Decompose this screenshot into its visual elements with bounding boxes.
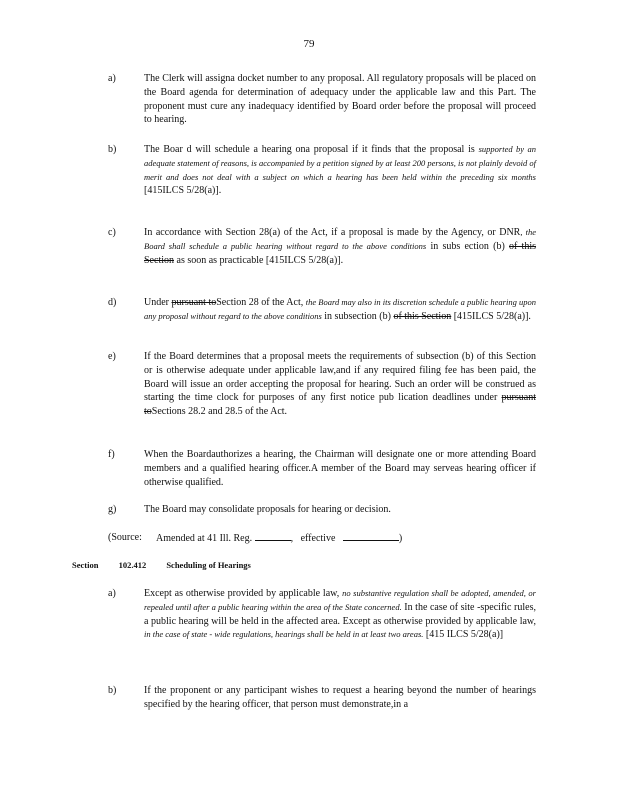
item-text <box>144 143 536 198</box>
section-heading <box>72 560 269 570</box>
text-run: Sections 28.2 and 28.5 of the Act. <box>151 406 288 418</box>
item-text <box>144 226 536 267</box>
item-text <box>144 684 536 712</box>
item-label: c) <box>108 227 116 238</box>
blank-line <box>343 531 399 541</box>
item-label: f) <box>108 449 115 460</box>
section-word: Section <box>72 560 99 570</box>
text-run: in subsection (b) <box>321 310 394 322</box>
statutory-text: the Board may also in its discretion schedule a public hearing upon any proposal without regard to the above conditions <box>144 297 536 321</box>
item-text <box>144 72 536 127</box>
statutory-text: no substantive regulation shall be adopted, amended, or repealed until after a public hearing within the area of the State concerned. <box>144 588 536 612</box>
item-label: d) <box>108 297 117 308</box>
text-run: The Board may consolidate proposals for hearing or decision. <box>144 504 391 515</box>
item-text <box>144 448 536 489</box>
item-label: a) <box>108 73 116 84</box>
item-text <box>144 503 536 517</box>
source-comma: , <box>290 533 294 544</box>
item-text <box>144 587 536 642</box>
source-effective: effective <box>300 533 336 544</box>
text-run: If the Board determines that a proposal meets the requirements of subsection (b) of this Section or is otherwise adequate under applicable law,and if any required filing fee has been paid, the Board will issue an order accepting the proposal for hearing. Such an order will be construed as starting the time clock for purposes of any first notice pub lication deadlines under <box>144 351 536 404</box>
statutory-text: supported by an adequate statement of reasons, is accompanied by a petition signed by at least 200 persons, is not plainly devoid of merit and does not deal with a subject on which a hearing has been held within the preceding six months <box>144 144 536 182</box>
statutory-text: in the case of state - wide regulations, hearings shall be held in at least two areas. <box>144 629 424 640</box>
struck-text: pursuant to <box>171 297 217 308</box>
text-run: Except as otherwise provided by applicable law, <box>144 588 343 599</box>
statutory-text: , the Board shall schedule a public hearing without regard to the above conditions <box>144 227 536 251</box>
text-run: In the case of site -specific rules, a public hearing will be held in the affected area. Except as otherwise provided by applicable law, <box>144 601 536 627</box>
source-prefix: (Source: <box>108 532 142 543</box>
item-label: e) <box>108 351 116 362</box>
text-run: Under <box>144 297 172 308</box>
source-amended: Amended at 41 Ill. Reg. <box>156 533 253 544</box>
item-label: b) <box>108 685 117 696</box>
text-run: If the proponent or any participant wishes to request a hearing beyond the number of hearings specified by the hearing officer, that person must demonstrate,in a <box>144 685 536 710</box>
text-run: The Clerk will assigna docket number to any proposal. All regulatory proposals will be placed on the Board agenda for determination of adequacy under the applicable law and this Part. The proponent must cure any inadequacy identified by Board order before the proposal will proceed to hearing. <box>144 73 536 126</box>
text-run: When the Boardauthorizes a hearing, the Chairman will designate one or more attending Board members and a qualified hearing officer.A member of the Board may serveas hearing officer if otherwise qualified. <box>144 449 536 488</box>
citation: [415ILCS 5/28(a)]. <box>451 310 531 322</box>
page-number: 79 <box>303 38 315 50</box>
citation: [415ILCS 5/28(a)]. <box>144 185 222 197</box>
text-run: The Boar d will schedule a hearing ona proposal if it finds that the proposal is <box>144 144 479 155</box>
text-run: Section 28 of the Act, <box>216 297 306 308</box>
text-run: In accordance with Section 28(a) of the Act, if a proposal is made by the Agency, or DNR <box>144 227 521 238</box>
source-text <box>156 531 536 546</box>
text-run: as soon as practicable [415ILCS 5/28(a)]. <box>174 254 344 266</box>
section-title: Scheduling of Hearings <box>166 560 251 570</box>
source-close: ) <box>398 533 403 544</box>
item-text <box>144 350 536 419</box>
item-text <box>144 296 536 324</box>
item-label: g) <box>108 504 117 515</box>
text-run: in subs ection (b) <box>426 240 509 252</box>
item-label: a) <box>108 588 116 599</box>
citation: [415 ILCS 5/28(a)] <box>423 629 504 641</box>
struck-text: of this Section <box>393 310 452 322</box>
item-label: b) <box>108 144 117 155</box>
section-number: 102.412 <box>118 560 147 570</box>
struck-text: of this Section <box>144 240 537 266</box>
blank-line <box>255 531 291 541</box>
struck-text: pursuant to <box>144 392 536 418</box>
